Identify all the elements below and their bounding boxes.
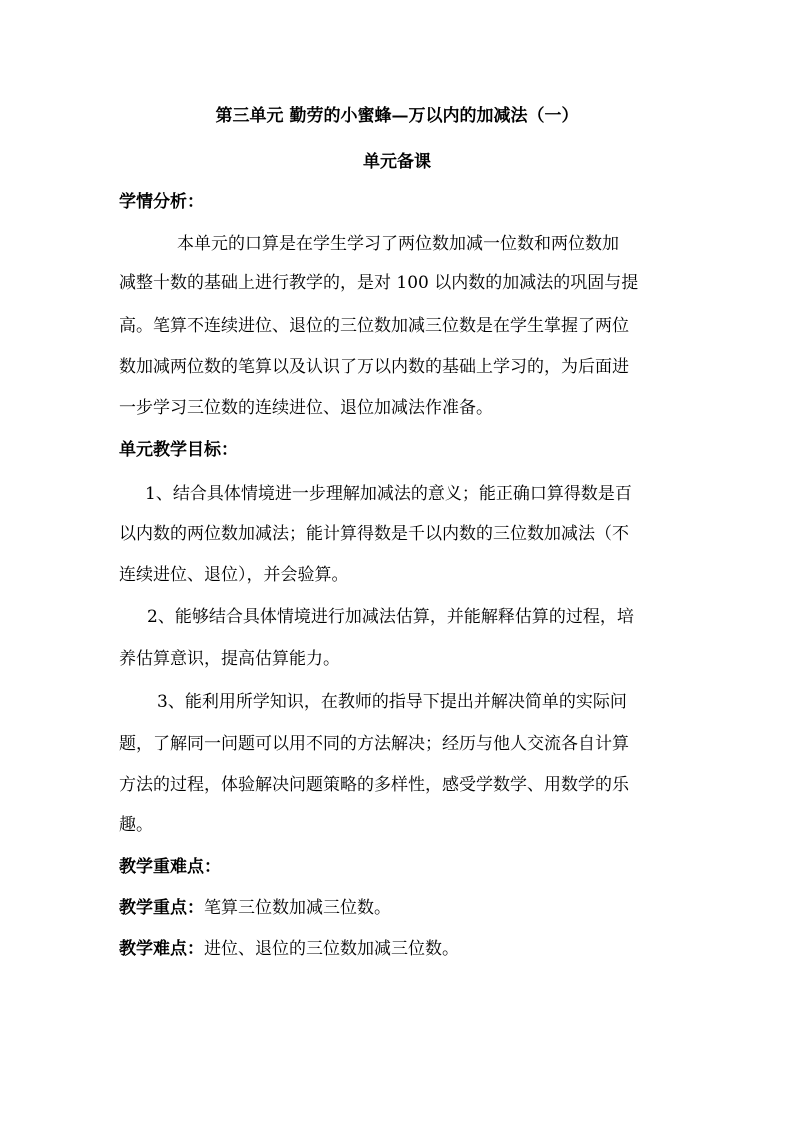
section-heading-keypoints: 教学重难点： (119, 857, 221, 877)
analysis-line: 本单元的口算是在学生学习了两位数加减一位数和两位数加 (177, 234, 619, 254)
analysis-line: 数加减两位数的笔算以及认识了万以内数的基础上学习的，为后面进 (119, 357, 629, 377)
key-point-row (119, 898, 391, 918)
goal-3-line: 趣。 (119, 815, 153, 835)
difficult-point-label: 教学难点： (119, 939, 204, 959)
goal-3-line: 题，了解同一问题可以用不同的方法解决；经历与他人交流各自计算 (119, 734, 629, 754)
document-subtitle: 单元备课 (363, 152, 431, 172)
analysis-line: 一步学习三位数的连续进位、退位加减法作准备。 (119, 398, 493, 418)
analysis-line: 减整十数的基础上进行教学的，是对 100 以内数的加减法的巩固与提 (119, 273, 639, 293)
document-title: 第三单元 勤劳的小蜜蜂—万以内的加减法（一） (215, 106, 579, 126)
goal-1-line: 以内数的两位数加减法；能计算得数是千以内数的三位数加减法（不 (119, 524, 629, 544)
difficult-point-row (119, 939, 459, 959)
section-heading-analysis: 学情分析： (119, 192, 204, 212)
key-point-label: 教学重点： (119, 898, 204, 918)
difficult-point-text: 进位、退位的三位数加减三位数。 (204, 939, 459, 959)
goal-3-line: 3、能利用所学知识，在教师的指导下提出并解决简单的实际问 (157, 692, 627, 712)
goal-1-line: 1、结合具体情境进一步理解加减法的意义；能正确口算得数是百 (145, 484, 632, 504)
analysis-line: 高。笔算不连续进位、退位的三位数加减三位数是在学生掌握了两位 (119, 316, 629, 336)
goal-3-line: 方法的过程，体验解决问题策略的多样性，感受学数学、用数学的乐 (119, 775, 629, 795)
goal-2-line: 养估算意识，提高估算能力。 (119, 649, 340, 669)
goal-2-line: 2、能够结合具体情境进行加减法估算，并能解释估算的过程，培 (147, 607, 634, 627)
goal-1-line: 连续进位、退位），并会验算。 (119, 565, 349, 585)
key-point-text: 笔算三位数加减三位数。 (204, 898, 391, 918)
section-heading-goals: 单元教学目标： (119, 440, 238, 460)
